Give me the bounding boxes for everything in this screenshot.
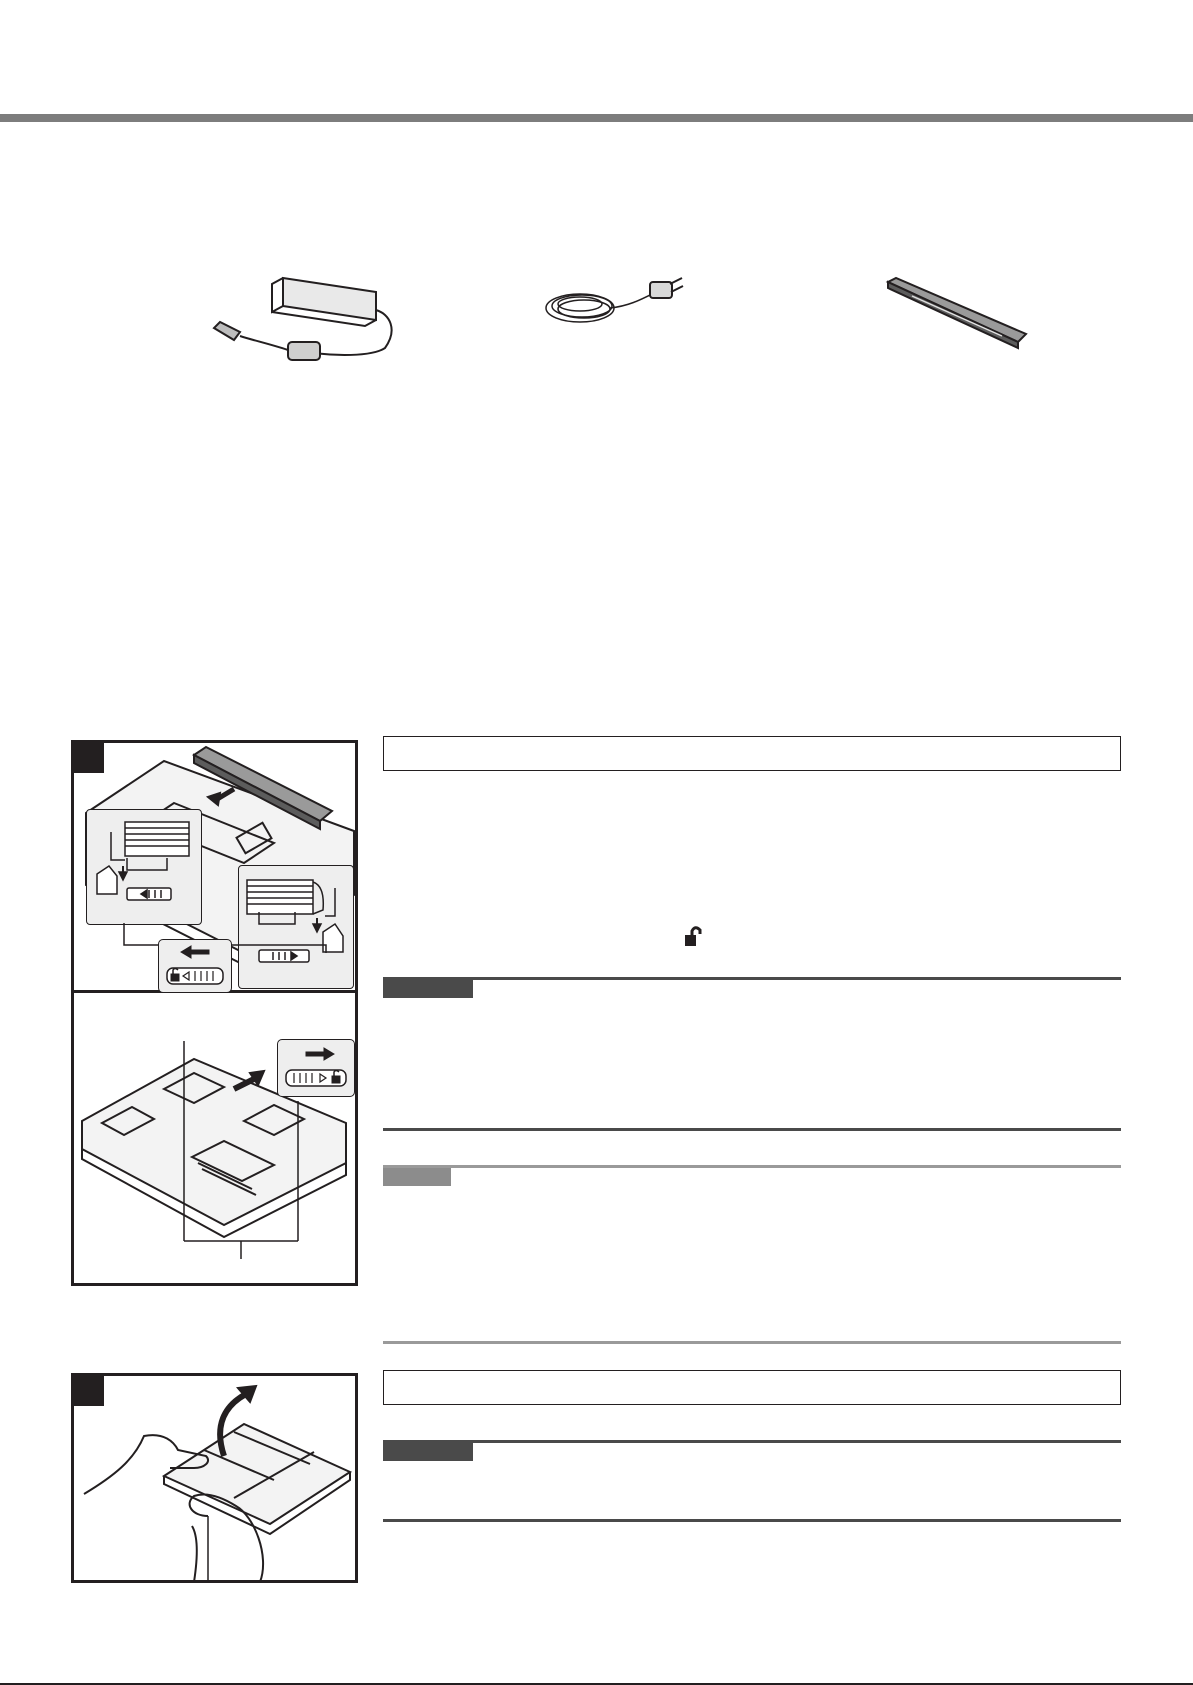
caution2-tag (383, 1443, 473, 1461)
caution-tag (383, 980, 473, 998)
inline-unlock-symbol (683, 926, 709, 948)
ac-cord-icon (540, 268, 700, 348)
accessory-battery-pack (882, 276, 1032, 356)
hands-icon (74, 1376, 355, 1580)
latch-left-callout (158, 939, 232, 993)
step1-heading-box (383, 736, 1121, 771)
caution2-rule-top (383, 1440, 1121, 1443)
caution-rule-bottom (383, 1128, 1121, 1131)
caution-rule-top (383, 977, 1121, 980)
note-rule-top (383, 1165, 1121, 1168)
arrow-left-icon (159, 940, 231, 992)
note-tag (383, 1168, 451, 1186)
caution2-rule-bottom (383, 1519, 1121, 1522)
unlock-icon (683, 926, 709, 948)
header-rule (0, 114, 1193, 122)
unlock-icon (171, 974, 179, 981)
step2-heading-box (383, 1370, 1121, 1405)
step1-illustration (71, 740, 358, 1286)
latch-leader-lines (74, 993, 355, 1283)
accessory-ac-adaptor (200, 270, 400, 370)
ac-adaptor-icon (200, 270, 400, 370)
battery-pack-icon (882, 276, 1032, 356)
step2-illustration (71, 1373, 358, 1583)
note-rule-bottom (383, 1341, 1121, 1344)
accessory-ac-cord (540, 268, 700, 348)
